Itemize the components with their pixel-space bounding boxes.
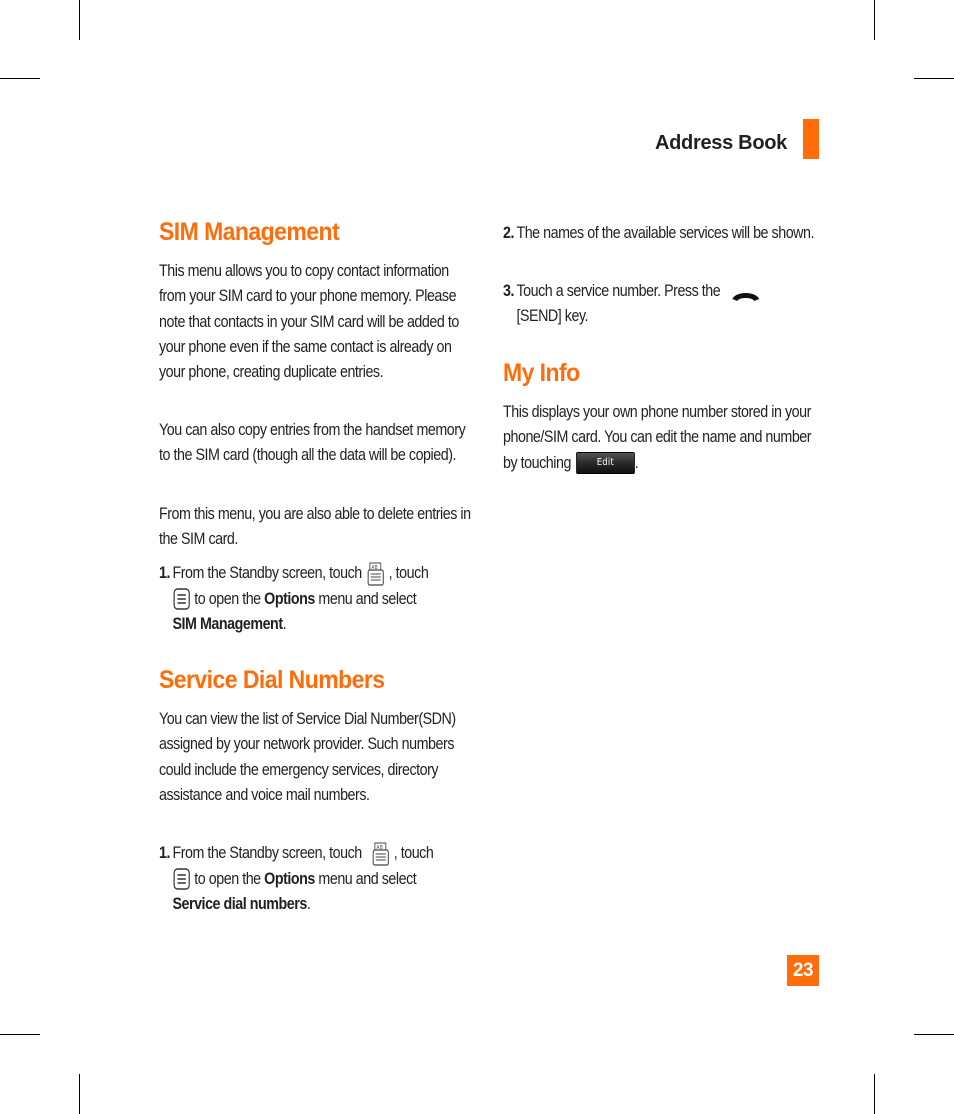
- sim-management-para-1: This menu allows you to copy contact information from your SIM card to your phone memory. Please note that contacts in your SIM card will be added to your phone even if the same contact is already on your phone, creating duplicate entries.: [159, 261, 459, 382]
- options-label: Options: [264, 868, 315, 888]
- step-text: to open the: [194, 588, 261, 608]
- my-info-para: [503, 399, 822, 475]
- send-key-icon: [729, 285, 763, 299]
- page-number: 23: [787, 955, 819, 986]
- step-number: 1.: [159, 843, 170, 862]
- menu-target: SIM Management: [172, 613, 283, 633]
- service-dial-step-3: [503, 278, 836, 329]
- step-text: menu and select: [318, 588, 417, 608]
- crop-mark: [0, 78, 40, 79]
- my-info-text: This displays your own phone number stored in your phone/SIM card. You can edit the name and number by touching: [503, 402, 812, 472]
- svg-text:A B: A B: [371, 565, 378, 571]
- punctuation: .: [634, 452, 639, 472]
- step-text: Touch a service number. Press the: [516, 281, 721, 300]
- step-text: From the Standby screen, touch: [172, 563, 362, 582]
- step-number: 3.: [503, 281, 514, 300]
- step-text: , touch: [393, 843, 434, 862]
- service-dial-step-1: [159, 840, 492, 916]
- crop-mark: [874, 1074, 875, 1114]
- crop-mark: [914, 1034, 954, 1035]
- step-number: 1.: [159, 563, 170, 582]
- punctuation: .: [282, 613, 287, 633]
- step-number: 2.: [503, 223, 514, 242]
- menu-icon: [172, 588, 190, 610]
- section-title: Address Book: [655, 132, 787, 154]
- step-text: , touch: [388, 563, 429, 582]
- section-tab: [803, 119, 819, 159]
- step-text: From the Standby screen, touch: [172, 843, 362, 862]
- sim-management-para-2: You can also copy entries from the handset memory to the SIM card (though all the data will be copied).: [159, 420, 466, 465]
- step-text: The names of the available services will be shown.: [516, 223, 815, 242]
- service-dial-step-2: [503, 220, 836, 245]
- sim-management-heading: SIM Management: [159, 218, 340, 246]
- edit-button: Edit: [576, 452, 635, 474]
- contacts-icon: [367, 562, 385, 586]
- crop-mark: [79, 0, 80, 40]
- punctuation: .: [306, 893, 311, 913]
- sim-management-step-1: [159, 560, 492, 636]
- service-dial-heading: Service Dial Numbers: [159, 666, 385, 694]
- crop-mark: [79, 1074, 80, 1114]
- step-text: menu and select: [318, 868, 417, 888]
- crop-mark: [874, 0, 875, 40]
- step-text: to open the: [194, 868, 261, 888]
- my-info-heading: My Info: [503, 359, 580, 387]
- menu-icon: [172, 868, 190, 890]
- crop-mark: [914, 78, 954, 79]
- service-dial-para-1: You can view the list of Service Dial Number(SDN) assigned by your network provider. Such numbers could include the emergency services, directory assistance and voice mail numbers.: [159, 709, 456, 804]
- step-text: [SEND] key.: [516, 306, 589, 326]
- crop-mark: [0, 1034, 40, 1035]
- sim-management-para-3: From this menu, you are also able to delete entries in the SIM card.: [159, 504, 471, 549]
- menu-target: Service dial numbers: [172, 893, 307, 913]
- svg-text:A B: A B: [376, 845, 383, 851]
- contacts-icon: [372, 842, 390, 866]
- options-label: Options: [264, 588, 315, 608]
